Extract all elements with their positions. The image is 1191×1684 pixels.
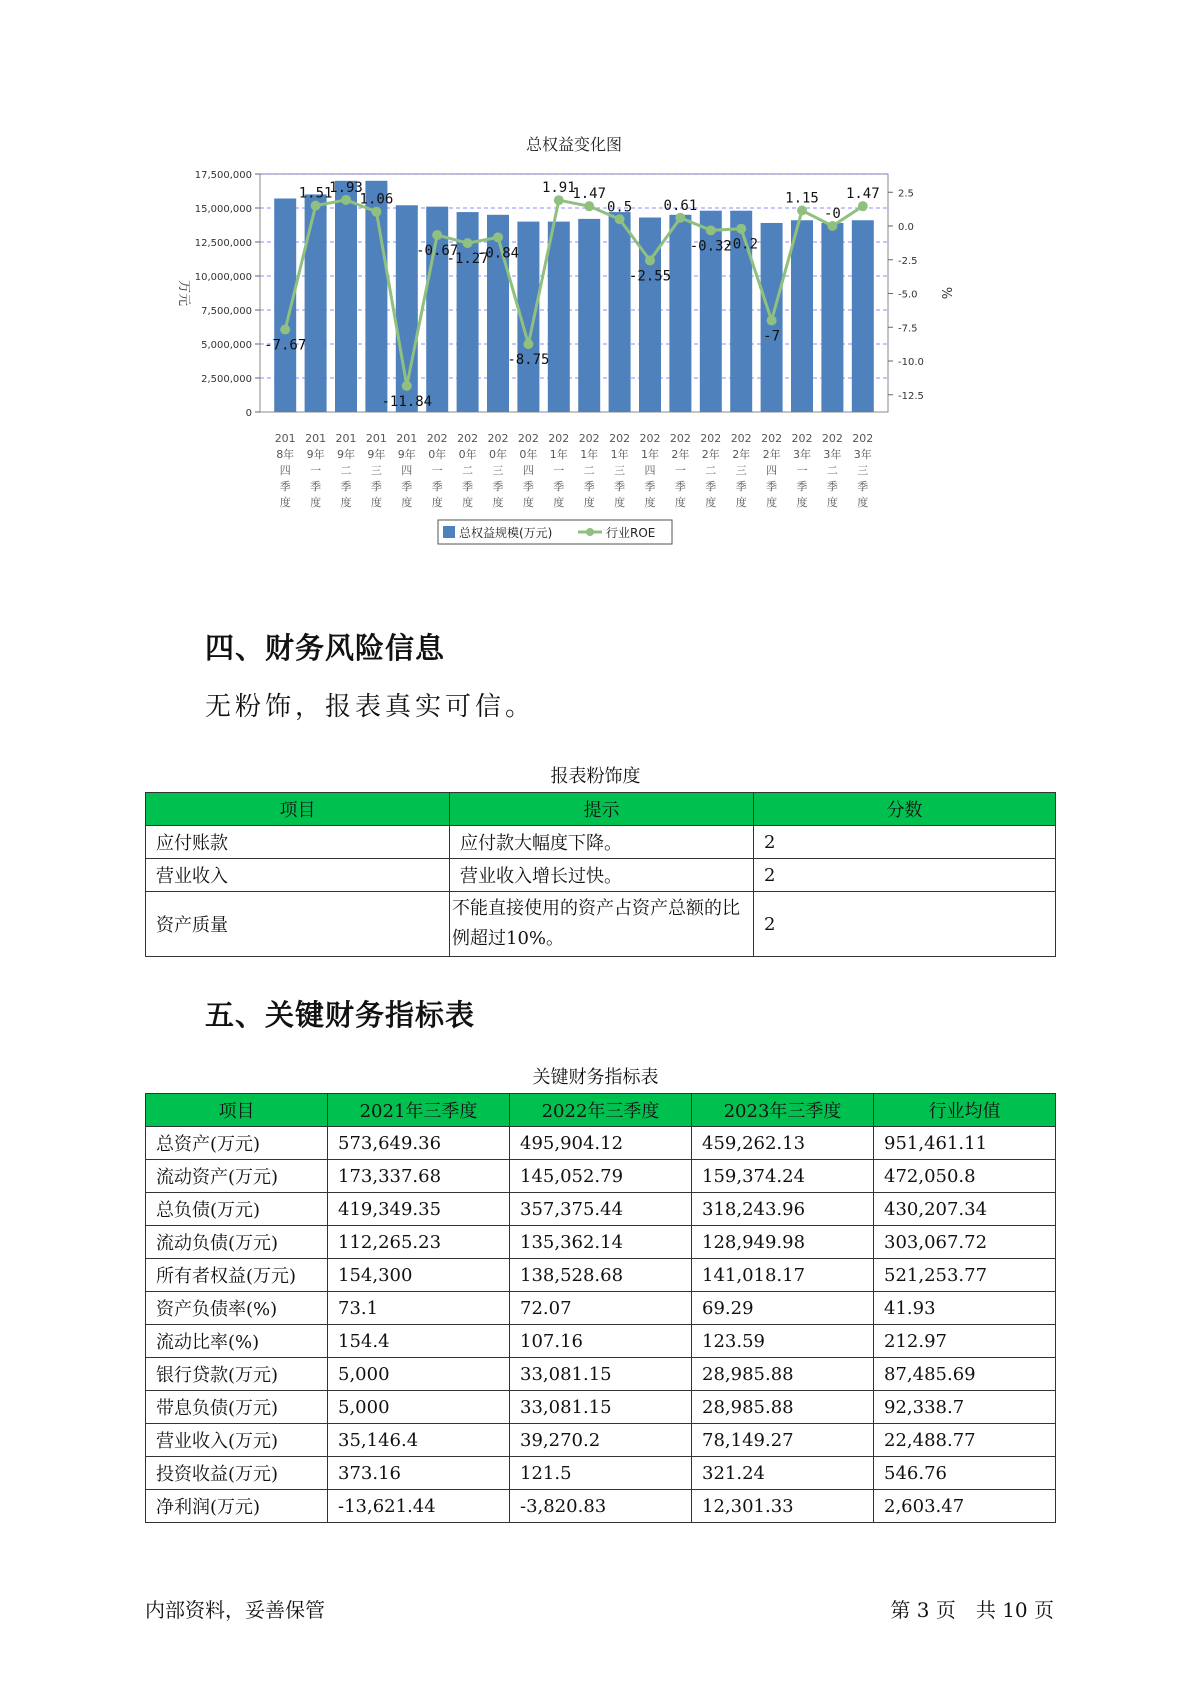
equity-chart-svg: [150, 130, 1030, 600]
left-tick-label: 0: [245, 408, 252, 419]
category-label: 9年: [337, 448, 355, 461]
roe-point: [402, 381, 412, 391]
right-tick-label: -12.5: [898, 390, 924, 402]
category-label: 202: [730, 432, 752, 445]
category-label: 202: [821, 432, 843, 445]
roe-data-label: 0.5: [606, 199, 633, 216]
page-suffix: 页: [1034, 1598, 1054, 1622]
footer-confidential: 内部资料，妥善保管: [145, 1598, 325, 1622]
table-row: [146, 892, 1056, 957]
roe-data-label: -11.84: [381, 393, 433, 410]
kfi-cell: 投资收益(万元): [146, 1457, 328, 1490]
kfi-cell: 72.07: [510, 1292, 692, 1325]
kfi-cell: 78,149.27: [692, 1424, 874, 1457]
equity-bar: [609, 212, 631, 412]
category-label: 度: [614, 496, 626, 509]
kfi-cell: 35,146.4: [328, 1424, 510, 1457]
right-tick-label: 2.5: [898, 188, 914, 200]
kfi-cell: 92,338.7: [874, 1391, 1056, 1424]
roe-data-label: -7.67: [264, 337, 307, 354]
page-total: 10: [1002, 1598, 1028, 1622]
category-label: 201: [335, 432, 357, 445]
table-row: [146, 1292, 1056, 1325]
legend-label-line: 行业ROE: [606, 526, 656, 540]
equity-bar: [639, 218, 661, 412]
kfi-cell: 87,485.69: [874, 1358, 1056, 1391]
category-label: 8年: [276, 448, 295, 461]
category-label: 季: [553, 480, 565, 493]
left-tick-label: 2,500,000: [201, 374, 252, 385]
category-label: 度: [644, 496, 656, 509]
category-label: 度: [310, 496, 322, 509]
table-row: [146, 859, 1056, 892]
risk-cell: 资产质量: [146, 892, 450, 957]
table-row: [146, 1457, 1056, 1490]
category-label: 202: [517, 432, 539, 445]
roe-data-label: -0.2: [724, 236, 759, 253]
category-label: 季: [310, 480, 322, 493]
kfi-header-cell: 项目: [146, 1094, 328, 1127]
risk-cell: 2: [754, 859, 1056, 892]
roe-point: [371, 207, 381, 217]
category-label: 度: [401, 496, 413, 509]
kfi-cell: 138,528.68: [510, 1259, 692, 1292]
left-tick-label: 15,000,000: [194, 204, 252, 215]
category-label: 季: [492, 480, 504, 493]
page-current: 3: [916, 1598, 930, 1622]
category-label: 202: [609, 432, 631, 445]
category-label: 四: [644, 464, 656, 477]
category-label: 9年: [367, 448, 386, 461]
roe-data-label: -0.84: [476, 245, 520, 262]
equity-chart: [150, 130, 1030, 600]
kfi-cell: 430,207.34: [874, 1193, 1056, 1226]
table-row: [146, 826, 1056, 859]
kfi-cell: 33,081.15: [510, 1358, 692, 1391]
risk-cell: 不能直接使用的资产占资产总额的比例超过10%。: [450, 892, 754, 957]
kfi-cell: 303,067.72: [874, 1226, 1056, 1259]
roe-data-label: -2.55: [628, 268, 672, 285]
kfi-cell: 营业收入(万元): [146, 1424, 328, 1457]
category-label: 二: [340, 464, 352, 477]
category-label: 季: [522, 480, 534, 493]
category-label: 一: [310, 464, 322, 477]
kfi-cell: 154.4: [328, 1325, 510, 1358]
table-row: [146, 1193, 1056, 1226]
category-label: 季: [401, 480, 413, 493]
kfi-cell: 459,262.13: [692, 1127, 874, 1160]
category-label: 202: [578, 432, 600, 445]
category-label: 季: [735, 480, 747, 493]
kfi-cell: 银行贷款(万元): [146, 1358, 328, 1391]
category-label: 2年: [732, 448, 751, 461]
kfi-cell: 流动负债(万元): [146, 1226, 328, 1259]
category-label: 季: [614, 480, 626, 493]
kfi-cell: 12,301.33: [692, 1490, 874, 1523]
risk-header-hint: 提示: [450, 793, 754, 826]
roe-point: [736, 224, 746, 234]
risk-table-caption: 报表粉饰度: [550, 766, 641, 787]
roe-data-label: -0: [823, 206, 841, 222]
category-label: 度: [674, 496, 686, 509]
category-label: 四: [401, 464, 413, 477]
roe-point: [523, 339, 533, 349]
roe-data-label: -7: [763, 328, 781, 345]
category-label: 季: [340, 480, 352, 493]
key-financial-table: [145, 1093, 1056, 1523]
kfi-cell: 145,052.79: [510, 1160, 692, 1193]
roe-data-label: -0.32: [689, 238, 732, 255]
kfi-header-cell: 行业均值: [874, 1094, 1056, 1127]
risk-table: [145, 792, 1056, 957]
roe-point: [584, 201, 594, 211]
category-label: 季: [462, 480, 474, 493]
category-label: 一: [796, 464, 808, 477]
risk-cell: 营业收入增长过快。: [450, 859, 754, 892]
kfi-cell: 128,949.98: [692, 1226, 874, 1259]
category-label: 0年: [428, 448, 447, 461]
category-label: 1年: [610, 448, 629, 461]
category-label: 季: [766, 480, 778, 493]
roe-point: [797, 205, 807, 215]
left-tick-label: 17,500,000: [194, 170, 252, 181]
equity-bar: [852, 220, 874, 412]
category-label: 202: [487, 432, 509, 445]
category-label: 9年: [397, 448, 416, 461]
category-label: 季: [370, 480, 382, 493]
kfi-cell: 121.5: [510, 1457, 692, 1490]
table-row: [146, 1226, 1056, 1259]
kfi-cell: 107.16: [510, 1325, 692, 1358]
roe-data-label: 1.06: [359, 191, 394, 208]
category-label: 0年: [458, 448, 477, 461]
table-row: [146, 1490, 1056, 1523]
right-tick-label: -5.0: [898, 289, 918, 301]
category-label: 度: [766, 496, 778, 509]
roe-data-label: 1.47: [845, 186, 880, 203]
category-label: 二: [583, 464, 595, 477]
category-label: 202: [700, 432, 722, 445]
risk-header-item: 项目: [146, 793, 450, 826]
kfi-cell: 521,253.77: [874, 1259, 1056, 1292]
category-label: 1年: [580, 448, 599, 461]
roe-point: [675, 213, 685, 223]
category-label: 三: [857, 464, 869, 477]
category-label: 202: [639, 432, 661, 445]
category-label: 度: [705, 496, 717, 509]
category-label: 二: [705, 464, 717, 477]
category-label: 度: [431, 496, 443, 509]
category-label: 季: [705, 480, 717, 493]
category-label: 3年: [823, 448, 842, 461]
category-label: 季: [826, 480, 838, 493]
kfi-cell: 带息负债(万元): [146, 1391, 328, 1424]
kfi-table-header: [146, 1094, 1056, 1127]
kfi-cell: 22,488.77: [874, 1424, 1056, 1457]
right-tick-label: 0.0: [898, 222, 914, 233]
category-label: 9年: [306, 448, 325, 461]
category-label: 201: [305, 432, 327, 445]
category-label: 四: [766, 464, 778, 477]
category-label: 四: [522, 464, 534, 477]
chart-title: 总权益变化图: [525, 135, 623, 154]
category-label: 季: [644, 480, 656, 493]
roe-point: [280, 325, 290, 335]
right-tick-label: -2.5: [898, 255, 918, 267]
kfi-cell: 流动比率(%): [146, 1325, 328, 1358]
kfi-cell: 472,050.8: [874, 1160, 1056, 1193]
kfi-cell: 73.1: [328, 1292, 510, 1325]
category-label: 季: [674, 480, 686, 493]
kfi-cell: 总资产(万元): [146, 1127, 328, 1160]
category-label: 2年: [701, 448, 720, 461]
page-prefix: 第: [890, 1598, 911, 1622]
category-label: 季: [796, 480, 808, 493]
category-label: 度: [796, 496, 808, 509]
table-row: [146, 1259, 1056, 1292]
roe-data-label: 1.93: [329, 179, 363, 196]
kfi-cell: 321.24: [692, 1457, 874, 1490]
roe-data-label: -0.67: [416, 243, 459, 260]
risk-cell: 营业收入: [146, 859, 450, 892]
kfi-cell: 135,362.14: [510, 1226, 692, 1259]
table-row: [146, 1424, 1056, 1457]
category-label: 季: [431, 480, 443, 493]
kfi-table-caption: 关键财务指标表: [532, 1067, 659, 1088]
kfi-cell: 373.16: [328, 1457, 510, 1490]
kfi-cell: 流动资产(万元): [146, 1160, 328, 1193]
kfi-cell: -13,621.44: [328, 1490, 510, 1523]
category-label: 度: [340, 496, 352, 509]
category-label: 度: [492, 496, 504, 509]
category-label: 季: [279, 480, 291, 493]
section5-title: 五、关键财务指标表: [205, 998, 476, 1032]
kfi-cell: 573,649.36: [328, 1127, 510, 1160]
kfi-cell: 546.76: [874, 1457, 1056, 1490]
risk-cell: 应付账款: [146, 826, 450, 859]
kfi-cell: 951,461.11: [874, 1127, 1056, 1160]
kfi-cell: 318,243.96: [692, 1193, 874, 1226]
kfi-cell: -3,820.83: [510, 1490, 692, 1523]
kfi-cell: 154,300: [328, 1259, 510, 1292]
risk-header-score: 分数: [754, 793, 1056, 826]
right-tick-label: -10.0: [898, 357, 924, 368]
category-label: 一: [674, 464, 686, 477]
kfi-cell: 212.97: [874, 1325, 1056, 1358]
kfi-cell: 495,904.12: [510, 1127, 692, 1160]
roe-point: [827, 221, 837, 231]
roe-point: [706, 225, 716, 235]
category-label: 四: [279, 464, 291, 477]
kfi-header-cell: 2023年三季度: [692, 1094, 874, 1127]
category-label: 202: [852, 432, 874, 445]
left-tick-label: 5,000,000: [201, 340, 252, 351]
roe-data-label: 1.47: [572, 186, 607, 203]
table-row: [146, 1127, 1056, 1160]
roe-point: [767, 316, 777, 326]
category-label: 202: [761, 432, 783, 445]
roe-data-label: -1.27: [446, 251, 489, 268]
kfi-cell: 357,375.44: [510, 1193, 692, 1226]
legend-swatch-bars: [443, 526, 455, 538]
equity-bar: [274, 198, 296, 412]
risk-cell: 2: [754, 892, 1056, 957]
footer-page-number: [890, 1594, 1054, 1623]
kfi-cell: 69.29: [692, 1292, 874, 1325]
category-label: 二: [462, 464, 474, 477]
category-label: 度: [857, 496, 869, 509]
category-label: 季: [857, 480, 869, 493]
category-label: 0年: [519, 448, 538, 461]
category-label: 一: [553, 464, 565, 477]
kfi-cell: 141,018.17: [692, 1259, 874, 1292]
roe-point: [432, 230, 442, 240]
roe-point: [341, 195, 351, 205]
kfi-cell: 5,000: [328, 1391, 510, 1424]
category-label: 2年: [762, 448, 781, 461]
kfi-cell: 2,603.47: [874, 1490, 1056, 1523]
roe-point: [554, 195, 564, 205]
category-label: 202: [426, 432, 448, 445]
kfi-cell: 41.93: [874, 1292, 1056, 1325]
category-label: 三: [735, 464, 747, 477]
equity-bar: [821, 223, 843, 412]
roe-point: [645, 255, 655, 265]
kfi-cell: 总负债(万元): [146, 1193, 328, 1226]
category-label: 二: [826, 464, 838, 477]
left-tick-label: 10,000,000: [194, 272, 252, 283]
category-label: 度: [553, 496, 565, 509]
category-label: 202: [669, 432, 691, 445]
category-label: 度: [279, 496, 291, 509]
roe-point: [311, 201, 321, 211]
page-mid: 页 共: [935, 1598, 996, 1622]
table-row: [146, 1358, 1056, 1391]
left-tick-label: 12,500,000: [194, 238, 252, 249]
category-label: 三: [492, 464, 504, 477]
category-label: 一: [431, 464, 443, 477]
risk-cell: 应付款大幅度下降。: [450, 826, 754, 859]
kfi-cell: 112,265.23: [328, 1226, 510, 1259]
roe-data-label: 1.51: [298, 185, 333, 202]
kfi-cell: 39,270.2: [510, 1424, 692, 1457]
kfi-header-cell: 2022年三季度: [510, 1094, 692, 1127]
category-label: 201: [274, 432, 296, 445]
table-row: [146, 1391, 1056, 1424]
category-label: 度: [826, 496, 838, 509]
kfi-cell: 所有者权益(万元): [146, 1259, 328, 1292]
kfi-cell: 159,374.24: [692, 1160, 874, 1193]
roe-point: [493, 232, 503, 242]
roe-point: [858, 201, 868, 211]
kfi-cell: 净利润(万元): [146, 1490, 328, 1523]
category-label: 1年: [641, 448, 659, 461]
category-label: 3年: [793, 448, 811, 461]
table-row: [146, 1160, 1056, 1193]
category-label: 1年: [549, 448, 568, 461]
category-label: 201: [396, 432, 418, 445]
kfi-cell: 33,081.15: [510, 1391, 692, 1424]
kfi-cell: 419,349.35: [328, 1193, 510, 1226]
kfi-cell: 123.59: [692, 1325, 874, 1358]
roe-point: [463, 238, 473, 248]
equity-bar: [305, 194, 327, 412]
category-label: 度: [583, 496, 595, 509]
kfi-cell: 28,985.88: [692, 1358, 874, 1391]
roe-data-label: 1.91: [541, 180, 576, 197]
kfi-header-cell: 2021年三季度: [328, 1094, 510, 1127]
equity-bar: [578, 219, 600, 412]
kfi-cell: 资产负债率(%): [146, 1292, 328, 1325]
roe-data-label: -8.75: [507, 352, 550, 369]
roe-data-label: 1.15: [785, 190, 819, 207]
kfi-cell: 28,985.88: [692, 1391, 874, 1424]
legend-swatch-dot: [586, 528, 594, 536]
section4-title: 四、财务风险信息: [205, 631, 446, 665]
category-label: 度: [735, 496, 747, 509]
equity-bar: [669, 215, 691, 412]
category-label: 3年: [853, 448, 872, 461]
left-tick-label: 7,500,000: [201, 306, 252, 317]
risk-table-header: [146, 793, 1056, 826]
roe-point: [615, 214, 625, 224]
risk-cell: 2: [754, 826, 1056, 859]
category-label: 季: [583, 480, 595, 493]
category-label: 三: [614, 464, 626, 477]
equity-bar: [548, 222, 570, 412]
table-row: [146, 1325, 1056, 1358]
equity-bar: [791, 220, 813, 412]
equity-bar: [335, 181, 357, 412]
category-label: 度: [462, 496, 474, 509]
category-label: 2年: [671, 448, 690, 461]
kfi-cell: 173,337.68: [328, 1160, 510, 1193]
category-label: 202: [548, 432, 570, 445]
right-tick-label: -7.5: [898, 323, 918, 335]
category-label: 202: [791, 432, 813, 445]
category-label: 0年: [489, 448, 507, 461]
category-label: 三: [370, 464, 382, 477]
right-axis-title: %: [938, 286, 953, 300]
category-label: 202: [457, 432, 479, 445]
left-axis-title: 万元: [176, 279, 191, 307]
section4-summary: 无粉饰，报表真实可信。: [205, 692, 536, 722]
category-label: 201: [365, 432, 387, 445]
roe-data-label: 0.61: [663, 197, 698, 214]
category-label: 度: [522, 496, 534, 509]
kfi-cell: 5,000: [328, 1358, 510, 1391]
category-label: 度: [370, 496, 382, 509]
legend-label-bars: 总权益规模(万元): [459, 526, 553, 540]
